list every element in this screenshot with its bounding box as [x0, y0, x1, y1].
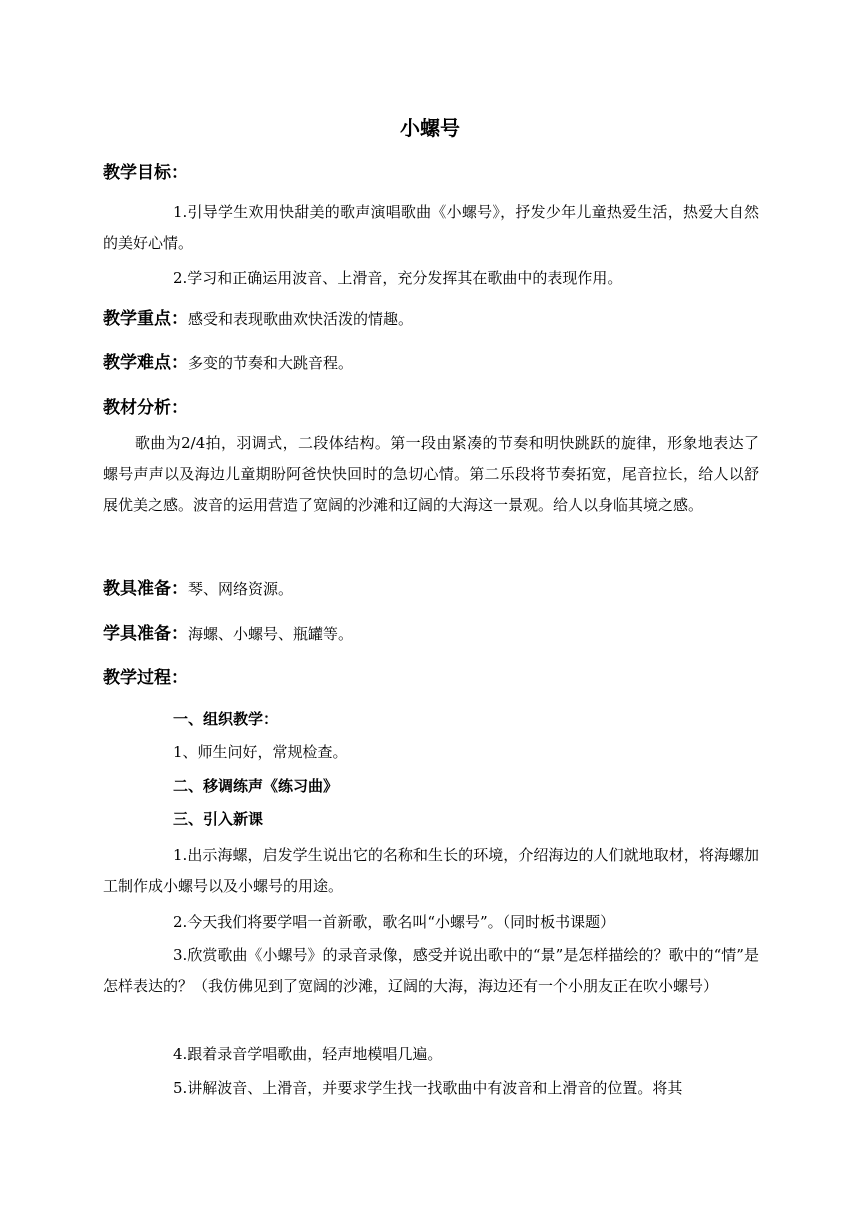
- step1-title: 一、组织教学：: [173, 710, 279, 728]
- teacher-tools-text: 琴、网络资源。: [188, 580, 294, 598]
- goal-item-1: 1.引导学生欢用快甜美的歌声演唱歌曲《小螺号》，抒发少年儿童热爱生活，热爱大自然的美好心情。: [103, 203, 759, 252]
- process-heading: 教学过程：: [103, 668, 188, 688]
- analysis-heading: 教材分析：: [103, 398, 188, 418]
- key-point-heading: 教学重点：: [103, 309, 188, 329]
- step2-title: 二、移调练声《练习曲》: [173, 777, 339, 795]
- difficulty-heading: 教学难点：: [103, 353, 188, 373]
- document-title: 小螺号: [400, 116, 460, 140]
- goals-heading: 教学目标：: [103, 163, 188, 183]
- teacher-tools-section: [103, 577, 293, 601]
- difficulty-text: 多变的节奏和大跳音程。: [188, 354, 354, 372]
- process-item-5: 5.讲解波音、上滑音，并要求学生找一找歌曲中有波音和上滑音的位置。将其: [173, 1079, 683, 1097]
- student-tools-section: [103, 622, 353, 646]
- step3-title: 三、引入新课: [173, 810, 264, 828]
- process-item-3: 3.欣赏歌曲《小螺号》的录音录像，感受并说出歌中的“景”是怎样描绘的？歌中的“情”是怎样表达的？（我仿佛见到了宽阔的沙滩，辽阔的大海，海边还有一个小朋友正在吹小螺号）: [103, 946, 759, 995]
- key-point-section: [103, 307, 413, 331]
- key-point-text: 感受和表现歌曲欢快活泼的情趣。: [188, 310, 414, 328]
- analysis-text: 歌曲为2/4拍，羽调式，二段体结构。第一段由紧凑的节奏和明快跳跃的旋律，形象地表达了螺号声声以及海边儿童期盼阿爸快快回时的急切心情。第二乐段将节奏拓宽，尾音拉长，给人以舒展优美之感。波音的运用营造了宽阔的沙滩和辽阔的大海这一景观。给人以身临其境之感。: [103, 434, 759, 514]
- difficulty-section: [103, 351, 353, 375]
- teacher-tools-heading: 教具准备：: [103, 579, 188, 599]
- process-item-2: 2.今天我们将要学唱一首新歌，歌名叫“小螺号”。（同时板书课题）: [173, 913, 616, 931]
- student-tools-text: 海螺、小螺号、瓶罐等。: [188, 625, 354, 643]
- student-tools-heading: 学具准备：: [103, 624, 188, 644]
- goal-item-2: 2.学习和正确运用波音、上滑音，充分发挥其在歌曲中的表现作用。: [173, 269, 623, 287]
- step1-item: 1、师生问好，常规检查。: [173, 743, 348, 761]
- process-item-4: 4.跟着录音学唱歌曲，轻声地模唱几遍。: [173, 1045, 443, 1063]
- process-item-1: 1.出示海螺，启发学生说出它的名称和生长的环境，介绍海边的人们就地取材，将海螺加工制作成小螺号以及小螺号的用途。: [103, 846, 759, 895]
